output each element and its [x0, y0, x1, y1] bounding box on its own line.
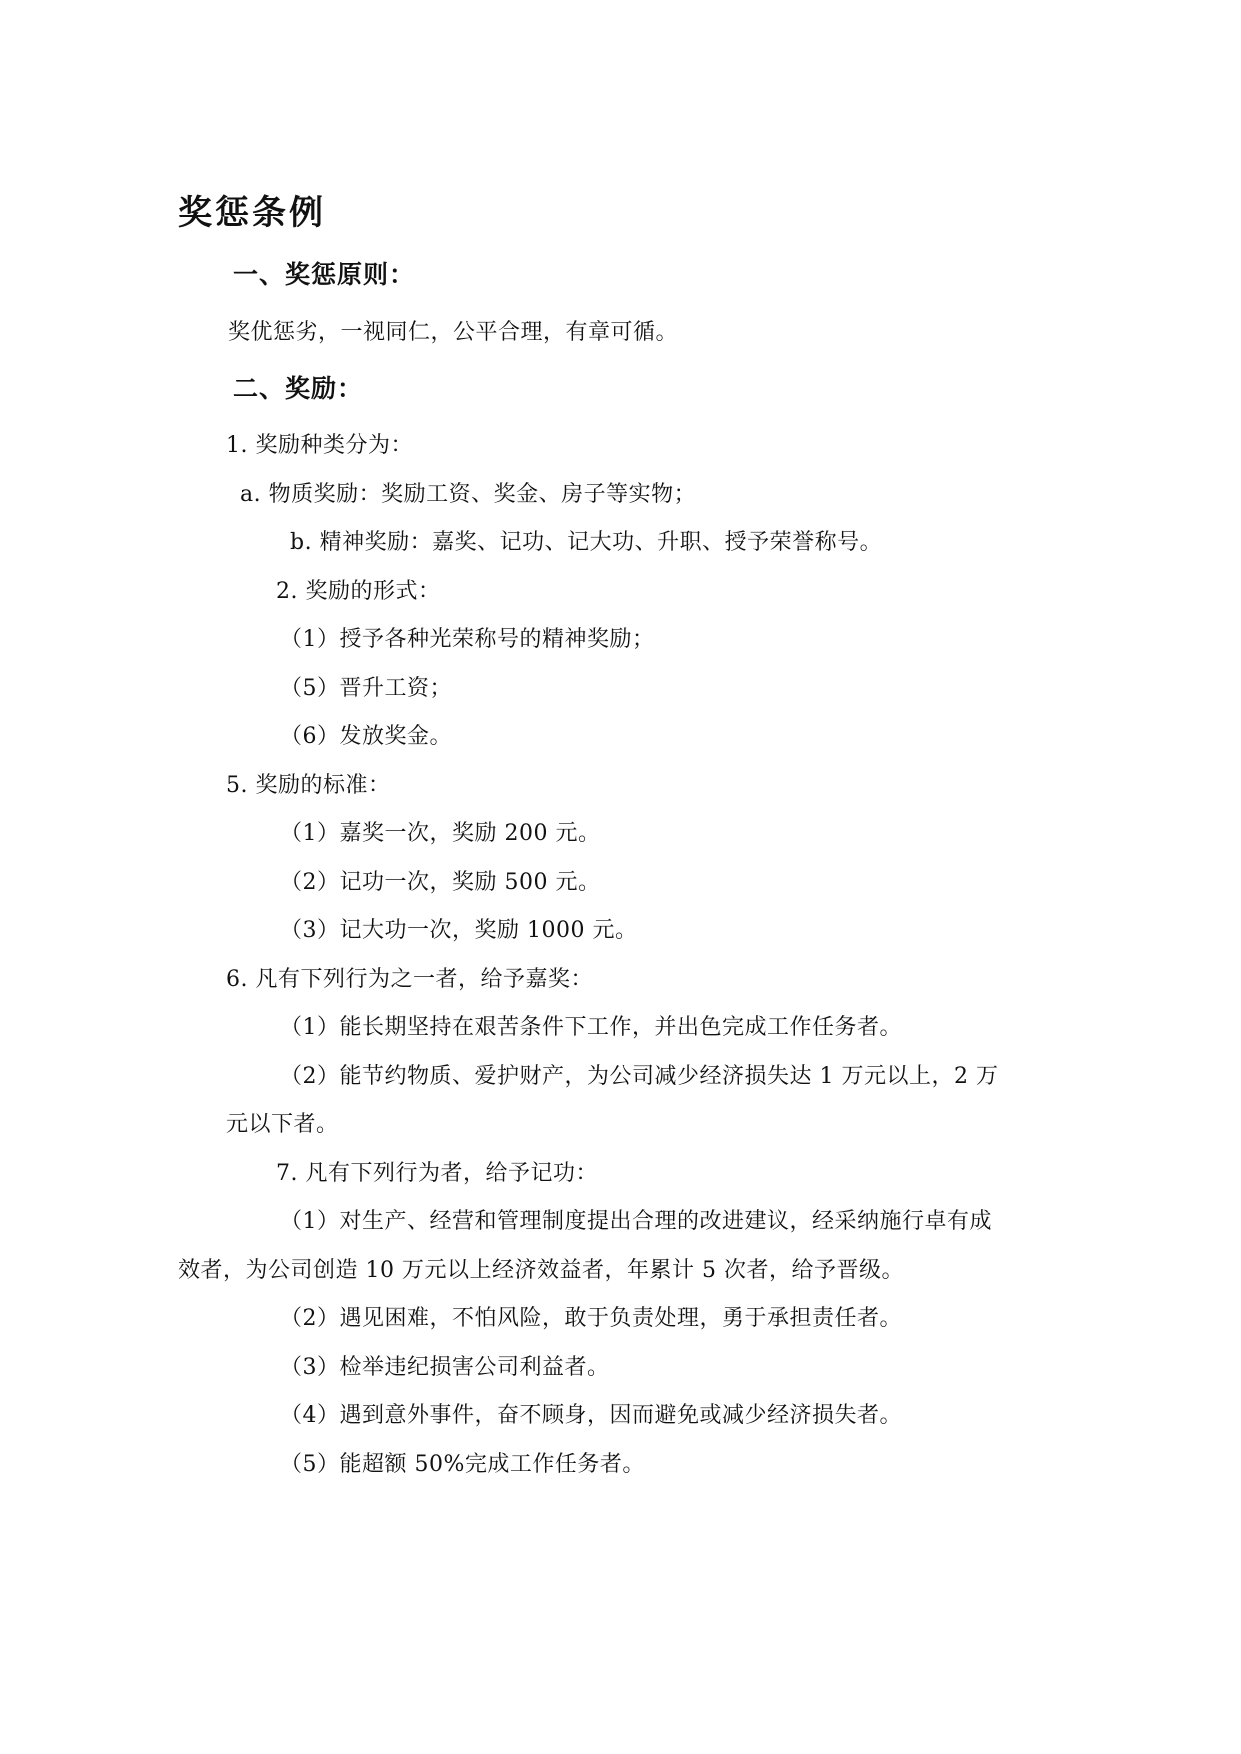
reward-form-item: （6）发放奖金。	[280, 724, 452, 749]
commendation-item: （2）能节约物质、爱护财产，为公司减少经济损失达 1 万元以上，2 万	[280, 1064, 999, 1089]
commendation-label: 6. 凡有下列行为之一者，给予嘉奖：	[226, 967, 593, 992]
reward-type-material: a. 物质奖励：奖励工资、奖金、房子等实物；	[240, 482, 697, 507]
commendation-item: （1）能长期坚持在艰苦条件下工作，并出色完成工作任务者。	[280, 1015, 902, 1040]
document-title: 奖惩条例	[178, 193, 326, 233]
commendation-item-continued: 元以下者。	[226, 1112, 339, 1137]
section-heading-rewards: 二、奖励：	[233, 374, 364, 403]
principles-text: 奖优惩劣，一视同仁，公平合理，有章可循。	[228, 320, 679, 345]
reward-type-spiritual: b. 精神奖励：嘉奖、记功、记大功、升职、授予荣誉称号。	[290, 530, 883, 555]
reward-standard-item: （3）记大功一次，奖励 1000 元。	[280, 918, 638, 943]
merit-item: （2）遇见困难，不怕风险，敢于负责处理，勇于承担责任者。	[280, 1306, 902, 1331]
merit-item: （3）检举违纪损害公司利益者。	[280, 1355, 610, 1380]
merit-item-continued: 效者，为公司创造 10 万元以上经济效益者，年累计 5 次者，给予晋级。	[178, 1258, 904, 1283]
section-heading-principles: 一、奖惩原则：	[233, 260, 416, 289]
reward-standard-item: （1）嘉奖一次，奖励 200 元。	[280, 821, 601, 846]
merit-item: （5）能超额 50%完成工作任务者。	[280, 1452, 645, 1477]
reward-standards-label: 5. 奖励的标准：	[226, 773, 391, 798]
reward-standard-item: （2）记功一次，奖励 500 元。	[280, 870, 601, 895]
merit-item: （4）遇到意外事件，奋不顾身，因而避免或减少经济损失者。	[280, 1403, 902, 1428]
merit-item: （1）对生产、经营和管理制度提出合理的改进建议，经采纳施行卓有成	[280, 1209, 992, 1234]
reward-forms-label: 2. 奖励的形式：	[276, 579, 441, 604]
merit-label: 7. 凡有下列行为者，给予记功：	[276, 1161, 598, 1186]
reward-types-label: 1. 奖励种类分为：	[226, 433, 413, 458]
reward-form-item: （1）授予各种光荣称号的精神奖励；	[280, 627, 655, 652]
reward-form-item: （5）晋升工资；	[280, 676, 452, 701]
